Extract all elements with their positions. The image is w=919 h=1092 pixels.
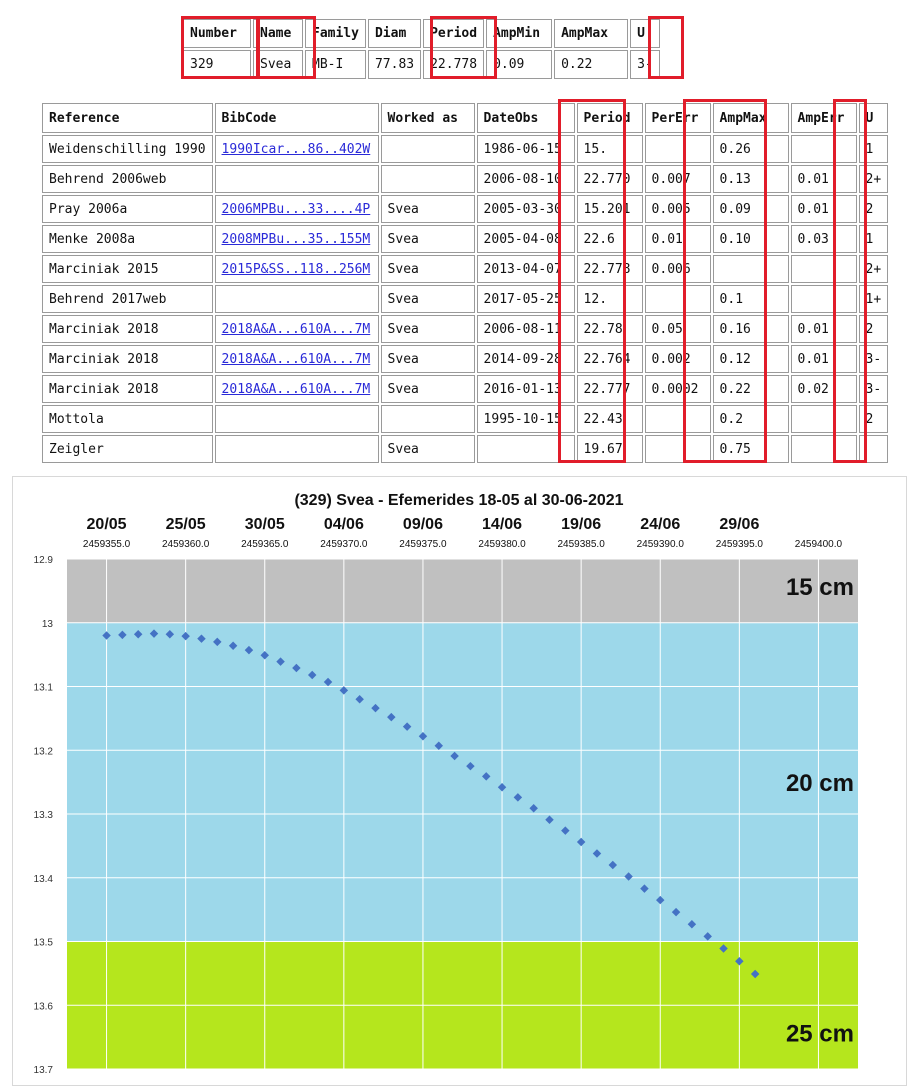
x-tick-label: 2459390.0 [636,539,684,550]
summary-cell-name: Svea [253,50,303,79]
lightcurve-reference-table [40,101,890,465]
bibcode-link[interactable]: 2008MPBu...35..155M [221,231,371,247]
reference-cell: Marciniak 2018 [42,345,213,373]
summary-cell-period: 22.778 [423,50,484,79]
reference-cell: Weidenschilling 1990 [42,135,213,163]
reference-cell [381,135,475,163]
reference-cell: Svea [381,375,475,403]
reference-cell: 2 [859,405,889,433]
reference-header-cell: Worked as [381,103,475,133]
summary-data-row [183,50,660,79]
reference-cell: 0.0002 [645,375,711,403]
reference-cell: 0.01 [791,315,857,343]
reference-cell: 2+ [859,165,889,193]
reference-cell: 1+ [859,285,889,313]
reference-cell: Menke 2008a [42,225,213,253]
bibcode-link[interactable]: 2018A&A...610A...7M [221,321,371,337]
summary-header-cell: Name [253,19,303,48]
reference-cell: 0.007 [645,165,711,193]
date-tick-label: 24/06 [640,516,681,533]
reference-header-row [42,103,888,133]
date-tick-label: 20/05 [86,516,127,533]
reference-cell: 22.78 [577,315,643,343]
reference-cell: Svea [381,315,475,343]
x-tick-label: 2459365.0 [241,539,289,550]
reference-cell: 2014-09-28 [477,345,575,373]
reference-row [42,285,888,313]
reference-cell: 15. [577,135,643,163]
y-tick-label: 13.1 [33,682,53,694]
y-tick-label: 13.7 [33,1065,53,1076]
bibcode-cell [215,195,379,223]
reference-cell [713,255,789,283]
summary-cell-family: MB-I [305,50,366,79]
reference-cell [791,285,857,313]
reference-cell: 0.005 [645,195,711,223]
reference-cell: 22.6 [577,225,643,253]
band-label: 25 cm [785,1020,854,1048]
bibcode-cell [215,345,379,373]
reference-cell: 3- [859,345,889,373]
summary-cell-diam: 77.83 [368,50,421,79]
summary-cell-number: 329 [183,50,251,79]
reference-row [42,165,888,193]
reference-row [42,435,888,463]
band-label: 15 cm [785,574,854,601]
reference-cell: 0.01 [645,225,711,253]
reference-header-cell: Reference [42,103,213,133]
reference-cell: 0.12 [713,345,789,373]
reference-cell: 0.03 [791,225,857,253]
reference-cell: 0.05 [645,315,711,343]
summary-header-cell: Diam [368,19,421,48]
reference-cell: 0.22 [713,375,789,403]
bibcode-cell [215,225,379,253]
reference-cell: 1986-06-15 [477,135,575,163]
summary-header-cell: Period [423,19,484,48]
summary-header-cell: AmpMax [554,19,628,48]
reference-cell: 2006-08-10 [477,165,575,193]
reference-cell: Svea [381,195,475,223]
reference-cell: 1 [859,135,889,163]
reference-cell [645,135,711,163]
reference-cell: Zeigler [42,435,213,463]
band-label: 20 cm [785,769,854,797]
reference-row [42,345,888,373]
x-tick-label: 2459360.0 [162,539,210,550]
x-tick-label: 2459355.0 [82,539,131,550]
reference-cell: 0.006 [645,255,711,283]
reference-header-cell: U [859,103,889,133]
reference-header-cell: BibCode [215,103,379,133]
bibcode-cell [215,165,379,193]
reference-row [42,405,888,433]
reference-cell: 2013-04-07 [477,255,575,283]
date-tick-label: 19/06 [561,516,602,533]
bibcode-link[interactable]: 2015P&SS..118..256M [221,261,371,277]
reference-cell: 0.10 [713,225,789,253]
reference-cell: Behrend 2006web [42,165,213,193]
asteroid-summary-table [181,17,662,81]
summary-cell-ampmin: 0.09 [486,50,552,79]
reference-cell: Svea [381,285,475,313]
date-tick-label: 30/05 [244,516,285,533]
reference-cell: 0.01 [791,195,857,223]
reference-cell: 1995-10-15 [477,405,575,433]
reference-cell: 2006-08-11 [477,315,575,343]
summary-header-cell: AmpMin [486,19,552,48]
date-tick-label: 25/05 [165,516,206,533]
ephemeris-chart [12,476,907,1086]
bibcode-link[interactable]: 2018A&A...610A...7M [221,381,371,397]
reference-cell: Mottola [42,405,213,433]
reference-cell [381,405,475,433]
bibcode-cell [215,315,379,343]
reference-cell: Svea [381,435,475,463]
summary-header-cell: Number [183,19,251,48]
reference-row [42,315,888,343]
x-tick-label: 2459370.0 [320,539,368,550]
summary-cell-ampmax: 0.22 [554,50,628,79]
date-tick-label: 29/06 [719,516,760,533]
reference-cell: 19.67 [577,435,643,463]
reference-cell: Pray 2006a [42,195,213,223]
reference-cell: 0.75 [713,435,789,463]
y-tick-label: 13.2 [33,746,53,758]
y-tick-label: 13 [41,618,53,630]
reference-row [42,195,888,223]
date-tick-label: 09/06 [402,516,443,533]
reference-cell: 2005-03-30 [477,195,575,223]
y-tick-label: 13.6 [33,1001,53,1013]
summary-header-cell: U [630,19,660,48]
bibcode-link[interactable]: 1990Icar...86..402W [221,141,371,157]
reference-cell [645,405,711,433]
chart-title: (329) Svea - Efemerides 18-05 al 30-06-2021 [294,492,624,509]
reference-cell: 0.01 [791,345,857,373]
x-tick-label: 2459380.0 [478,539,526,550]
reference-cell: 0.16 [713,315,789,343]
bibcode-cell [215,405,379,433]
reference-cell: 22.764 [577,345,643,373]
reference-cell: 2 [859,195,889,223]
reference-cell [791,135,857,163]
x-tick-label: 2459400.0 [794,539,843,550]
x-tick-label: 2459385.0 [557,539,605,550]
reference-cell: 2 [859,315,889,343]
reference-cell [477,435,575,463]
y-tick-label: 12.9 [33,555,53,566]
reference-cell: 15.201 [577,195,643,223]
reference-cell: Marciniak 2018 [42,375,213,403]
reference-cell: 2017-05-25 [477,285,575,313]
reference-header-cell: Period [577,103,643,133]
date-tick-label: 04/06 [323,516,364,533]
bibcode-link[interactable]: 2006MPBu...33....4P [221,201,371,217]
y-tick-label: 13.4 [33,873,53,885]
reference-cell [791,405,857,433]
reference-cell [381,165,475,193]
reference-header-cell: PerErr [645,103,711,133]
reference-cell [791,435,857,463]
reference-row [42,255,888,283]
reference-cell: 22.777 [577,375,643,403]
reference-cell: 0.02 [791,375,857,403]
reference-cell: Svea [381,255,475,283]
reference-cell: 0.13 [713,165,789,193]
reference-cell: Behrend 2017web [42,285,213,313]
reference-cell: 1 [859,225,889,253]
reference-cell: 0.01 [791,165,857,193]
summary-header-cell: Family [305,19,366,48]
reference-cell: 22.43 [577,405,643,433]
bibcode-cell [215,285,379,313]
reference-cell: 22.778 [577,255,643,283]
date-tick-label: 14/06 [482,516,523,533]
reference-cell: 0.002 [645,345,711,373]
y-tick-label: 13.5 [33,937,53,949]
reference-cell [645,435,711,463]
reference-cell: Marciniak 2015 [42,255,213,283]
bibcode-cell [215,135,379,163]
reference-cell [791,255,857,283]
bibcode-link[interactable]: 2018A&A...610A...7M [221,351,371,367]
summary-header-row [183,19,660,48]
reference-cell: 22.770 [577,165,643,193]
bibcode-cell [215,375,379,403]
reference-cell: 3- [859,375,889,403]
x-tick-label: 2459395.0 [715,539,763,550]
reference-cell: 2016-01-13 [477,375,575,403]
reference-cell: 0.2 [713,405,789,433]
bibcode-cell [215,435,379,463]
x-tick-label: 2459375.0 [399,539,447,550]
reference-cell: 12. [577,285,643,313]
reference-cell: Svea [381,345,475,373]
reference-cell [859,435,889,463]
reference-header-cell: DateObs [477,103,575,133]
summary-cell-u: 3- [630,50,660,79]
reference-cell: 0.26 [713,135,789,163]
bibcode-cell [215,255,379,283]
reference-row [42,225,888,253]
y-tick-label: 13.3 [33,810,53,821]
reference-row [42,135,888,163]
reference-cell: Marciniak 2018 [42,315,213,343]
reference-row [42,375,888,403]
reference-cell: 2005-04-08 [477,225,575,253]
ephemeris-chart-svg [13,477,906,1085]
reference-header-cell: AmpErr [791,103,857,133]
reference-cell: 2+ [859,255,889,283]
reference-cell: 0.1 [713,285,789,313]
reference-cell [645,285,711,313]
reference-header-cell: AmpMax [713,103,789,133]
reference-cell: Svea [381,225,475,253]
reference-cell: 0.09 [713,195,789,223]
